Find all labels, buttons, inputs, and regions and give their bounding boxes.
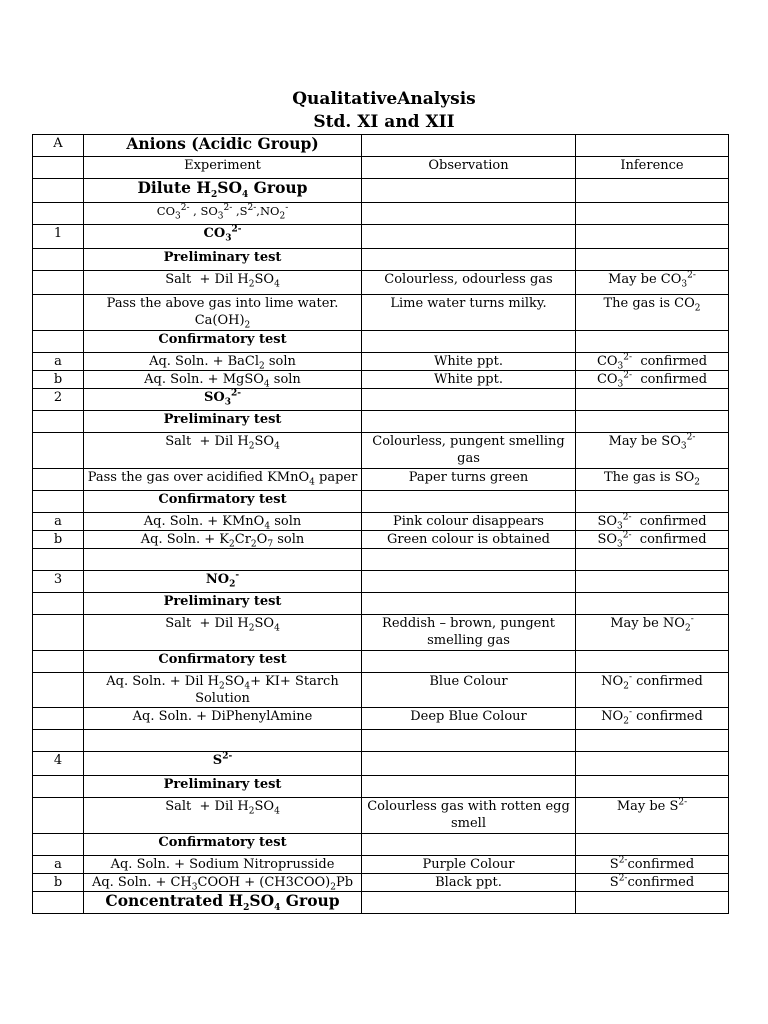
cell-inference [576,389,729,411]
cell-inference: $CO_3^{2-}$ confirmed [576,353,729,371]
cell-inference: The gas is $CO_2$ [576,295,729,331]
cell-inference [576,179,729,203]
cell-observation [362,203,576,225]
cell-inference: $NO_2^-$ confirmed [576,673,729,708]
cell-experiment: Aq. Soln. + DiPhenylAmine [84,708,362,730]
cell-label [33,615,84,651]
cell-experiment: Confirmatory test [84,651,362,673]
cell-experiment: Aq. Soln. + $K_2Cr_2O_7$ soln [84,531,362,549]
table-row [33,225,729,249]
table-row [33,651,729,673]
cell-label: A [33,135,84,157]
table-row [33,249,729,271]
cell-inference: May be $SO_3^{2-}$ [576,433,729,469]
cell-label [33,730,84,752]
cell-label [33,331,84,353]
table-row [33,798,729,834]
cell-label [33,593,84,615]
cell-experiment: Confirmatory test [84,331,362,353]
cell-experiment: Salt + Dil $H_2SO_4$ [84,433,362,469]
cell-observation: Paper turns green [362,469,576,491]
cell-observation [362,549,576,571]
table-row [33,203,729,225]
cell-inference: $CO_3^{2-}$ confirmed [576,371,729,389]
cell-observation [362,225,576,249]
cell-observation [362,571,576,593]
cell-inference [576,892,729,914]
table-row [33,157,729,179]
table-row [33,469,729,491]
cell-label: b [33,371,84,389]
cell-inference: May be $CO_3^{2-}$ [576,271,729,295]
table-row [33,874,729,892]
cell-label [33,673,84,708]
cell-inference [576,411,729,433]
cell-observation [362,331,576,353]
cell-observation [362,776,576,798]
table-row [33,491,729,513]
cell-label [33,271,84,295]
cell-observation: White ppt. [362,353,576,371]
table-row [33,531,729,549]
table-row [33,752,729,776]
cell-observation [362,411,576,433]
cell-experiment: Aq. Soln. + $CH_3COOH + (CH3COO)_2Pb$ [84,874,362,892]
cell-label [33,491,84,513]
cell-inference [576,203,729,225]
cell-inference [576,593,729,615]
cell-label [33,651,84,673]
cell-experiment: Salt + Dil $H_2SO_4$ [84,798,362,834]
cell-inference [576,331,729,353]
cell-observation [362,752,576,776]
cell-inference: May be $S^{2-}$ [576,798,729,834]
cell-observation [362,491,576,513]
cell-label: 2 [33,389,84,411]
table-row [33,549,729,571]
cell-observation [362,651,576,673]
table-row [33,135,729,157]
cell-label [33,411,84,433]
cell-experiment: Aq. Soln. + KMnO$_4$ soln [84,513,362,531]
cell-experiment [84,549,362,571]
cell-observation: Blue Colour [362,673,576,708]
cell-observation: Colourless gas with rotten egg smell [362,798,576,834]
cell-experiment: Preliminary test [84,776,362,798]
table-row [33,571,729,593]
cell-observation: Purple Colour [362,856,576,874]
table-row [33,371,729,389]
cell-label [33,469,84,491]
cell-inference [576,752,729,776]
cell-experiment: Salt + Dil $H_2SO_4$ [84,615,362,651]
cell-experiment: $SO_3^{2-}$ [84,389,362,411]
table-row [33,730,729,752]
table-row [33,673,729,708]
cell-inference [576,571,729,593]
cell-experiment: Aq. Soln. + MgSO$_4$ soln [84,371,362,389]
cell-inference [576,776,729,798]
table-row [33,776,729,798]
cell-inference: Inference [576,157,729,179]
cell-experiment: $CO_3^{2-}$ , $SO_3^{2-}$ $,S^{2-},NO_2^-$ [84,203,362,225]
cell-inference [576,651,729,673]
page-title: QualitativeAnalysis [292,89,476,109]
cell-experiment: Experiment [84,157,362,179]
cell-observation: Green colour is obtained [362,531,576,549]
cell-inference [576,249,729,271]
cell-label [33,834,84,856]
cell-observation [362,892,576,914]
cell-experiment: Concentrated $H_2SO_4$ Group [84,892,362,914]
cell-label [33,179,84,203]
cell-label [33,249,84,271]
cell-label [33,295,84,331]
table-row [33,708,729,730]
cell-inference: The gas is $SO_2$ [576,469,729,491]
cell-observation [362,593,576,615]
cell-experiment: Confirmatory test [84,834,362,856]
table-row [33,271,729,295]
table-row [33,513,729,531]
table-row [33,295,729,331]
table-row [33,856,729,874]
cell-label [33,203,84,225]
cell-label: 4 [33,752,84,776]
cell-label: a [33,353,84,371]
cell-observation: Colourless, odourless gas [362,271,576,295]
cell-experiment [84,730,362,752]
cell-experiment: $CO_3^{2-}$ [84,225,362,249]
table-row [33,353,729,371]
table-row [33,411,729,433]
cell-label [33,892,84,914]
cell-label [33,708,84,730]
cell-label [33,433,84,469]
cell-inference: $SO_3^{2-}$ confirmed [576,513,729,531]
cell-inference: $NO_2^-$ confirmed [576,708,729,730]
cell-inference [576,549,729,571]
cell-experiment: Dilute $H_2SO_4$ Group [84,179,362,203]
cell-inference [576,135,729,157]
table-row [33,331,729,353]
cell-observation [362,834,576,856]
cell-inference [576,834,729,856]
cell-label: b [33,874,84,892]
cell-observation: Lime water turns milky. [362,295,576,331]
cell-experiment: Preliminary test [84,249,362,271]
cell-label: 3 [33,571,84,593]
cell-observation: Pink colour disappears [362,513,576,531]
cell-inference [576,491,729,513]
cell-observation [362,179,576,203]
cell-label [33,157,84,179]
cell-observation [362,135,576,157]
cell-observation: Observation [362,157,576,179]
cell-experiment: Salt + Dil $H_2SO_4$ [84,271,362,295]
cell-experiment: Aq. Soln. + Sodium Nitroprusside [84,856,362,874]
cell-observation: Black ppt. [362,874,576,892]
table-row [33,615,729,651]
cell-experiment: $S^{2-}$ [84,752,362,776]
cell-experiment: Confirmatory test [84,491,362,513]
analysis-table [32,134,729,914]
cell-experiment: Pass the above gas into lime water. $Ca(OH)_2$ [84,295,362,331]
table-row [33,433,729,469]
cell-experiment: Aq. Soln. + Dil $H_2SO_4+ KI+$ Starch Solution [84,673,362,708]
cell-experiment: Aq. Soln. + BaCl$_2$ soln [84,353,362,371]
cell-observation: White ppt. [362,371,576,389]
cell-observation: Colourless, pungent smelling gas [362,433,576,469]
cell-label: a [33,513,84,531]
cell-label: 1 [33,225,84,249]
cell-inference [576,225,729,249]
cell-experiment: Pass the gas over acidified KMnO$_4$ paper [84,469,362,491]
table-row [33,179,729,203]
cell-label [33,776,84,798]
cell-label: a [33,856,84,874]
table-row [33,892,729,914]
cell-label [33,798,84,834]
cell-inference [576,730,729,752]
table-row [33,834,729,856]
cell-experiment: Preliminary test [84,411,362,433]
cell-label [33,549,84,571]
analysis-table-body [33,135,729,914]
cell-inference: $S^{2-}confirmed$ [576,874,729,892]
cell-observation [362,249,576,271]
table-row [33,593,729,615]
cell-observation: Reddish – brown, pungent smelling gas [362,615,576,651]
cell-observation: Deep Blue Colour [362,708,576,730]
page-subtitle: Std. XI and XII [313,112,455,132]
table-row [33,389,729,411]
cell-inference: May be $NO_2^-$ [576,615,729,651]
cell-observation [362,730,576,752]
cell-inference: $S^{2-}confirmed$ [576,856,729,874]
cell-experiment: $NO_2^-$ [84,571,362,593]
cell-observation [362,389,576,411]
cell-experiment: Anions (Acidic Group) [84,135,362,157]
cell-label: b [33,531,84,549]
cell-inference: $SO_3^{2-}$ confirmed [576,531,729,549]
cell-experiment: Preliminary test [84,593,362,615]
